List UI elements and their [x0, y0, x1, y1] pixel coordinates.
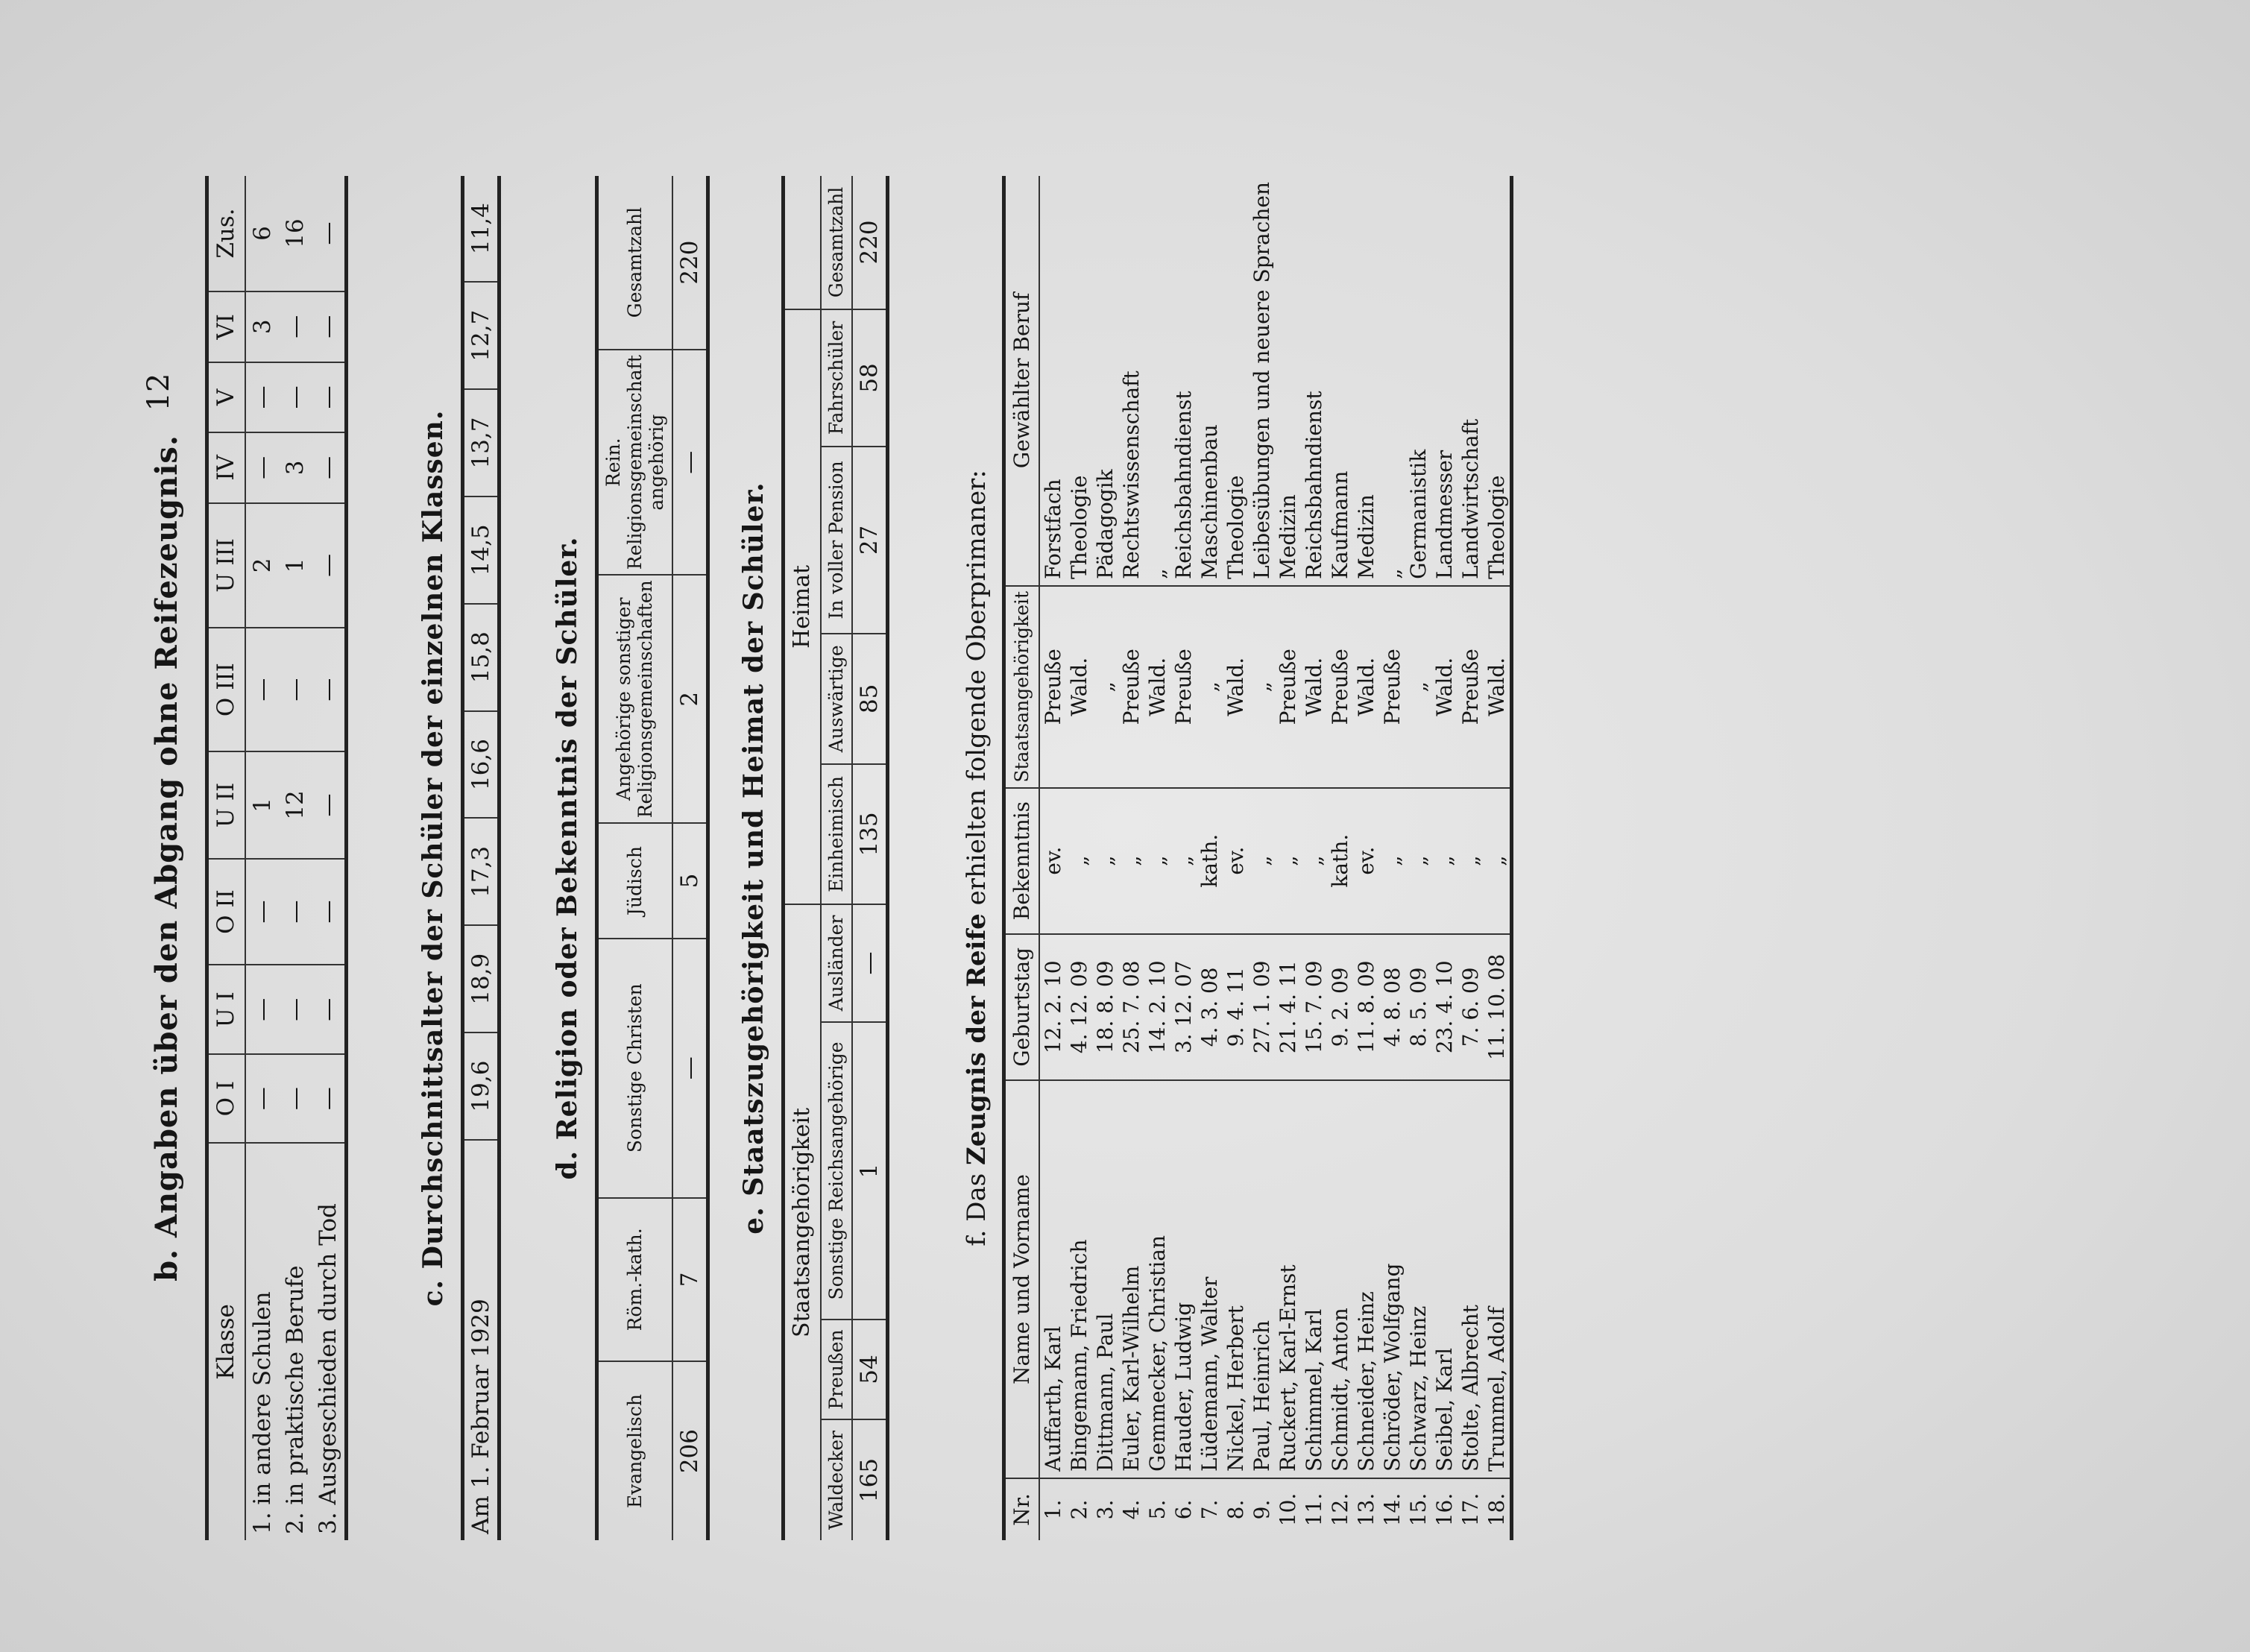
table-cell: 7. 6. 09 — [1458, 934, 1484, 1080]
col-header: V — [207, 362, 245, 433]
table-cell: — — [245, 362, 279, 433]
table-cell: Preuße — [1039, 586, 1066, 788]
table-cell: 2 — [672, 575, 708, 823]
table-cell: Wald. — [1431, 586, 1458, 788]
table-cell: Reichsbahndienst — [1170, 176, 1197, 586]
table-row — [1327, 176, 1353, 1540]
col-header: O I — [207, 1054, 245, 1143]
table-cell: 15. 7. 09 — [1301, 934, 1327, 1080]
table-cell: 1 — [279, 503, 312, 628]
col-header: Bekenntnis — [1004, 788, 1040, 934]
table-cell: 10. — [1276, 1492, 1301, 1527]
table-cell: Theologie — [1223, 176, 1249, 586]
table-cell: Stolte, Albrecht — [1458, 1080, 1484, 1478]
table-cell: — — [672, 350, 708, 575]
table-cell: Schmidt, Anton — [1327, 1080, 1353, 1478]
section-d-header-row — [597, 176, 673, 1540]
table-cell: 135 — [852, 764, 888, 904]
table-cell: 18. 8. 09 — [1092, 934, 1118, 1080]
table-cell: 220 — [852, 176, 888, 309]
section-d-table — [595, 176, 710, 1540]
table-cell: — — [312, 362, 347, 433]
table-cell: 12 — [279, 751, 312, 859]
table-cell: 9. 4. 11 — [1223, 934, 1249, 1080]
col-header: U III — [207, 503, 245, 628]
section-c — [417, 176, 501, 1540]
table-row — [463, 176, 500, 1540]
col-header: O II — [207, 859, 245, 965]
col-header: Waldecker — [825, 1431, 847, 1530]
table-cell: Euler, Karl-Wilhelm — [1118, 1080, 1144, 1478]
table-cell: Wald. — [1353, 586, 1379, 788]
table-row — [1379, 176, 1405, 1540]
table-cell: 4. 3. 08 — [1197, 934, 1223, 1080]
table-cell: Wald. — [1223, 586, 1249, 788]
table-cell: „ — [1431, 788, 1458, 934]
table-row — [1170, 176, 1197, 1540]
col-header: O III — [207, 628, 245, 751]
col-header: Auswärtige — [821, 634, 853, 764]
table-cell: 15,8 — [463, 604, 500, 711]
table-cell: 12. 2. 10 — [1039, 934, 1066, 1080]
table-row — [1275, 176, 1301, 1540]
table-cell: Reichsbahndienst — [1301, 176, 1327, 586]
table-cell: Schröder, Wolfgang — [1379, 1080, 1405, 1478]
table-cell: Auffarth, Karl — [1039, 1080, 1066, 1478]
table-cell: — — [312, 859, 347, 965]
table-cell: Dittmann, Paul — [1092, 1080, 1118, 1478]
table-cell: „ — [1249, 788, 1275, 934]
table-cell: „ — [1301, 788, 1327, 934]
table-cell: Bingemann, Friedrich — [1066, 1080, 1092, 1478]
table-cell: 16 — [279, 176, 312, 291]
table-cell: kath. — [1197, 788, 1223, 934]
table-cell: 7. — [1197, 1499, 1223, 1520]
table-cell: 16,6 — [463, 711, 500, 819]
table-cell: Trummel, Adolf — [1484, 1080, 1512, 1478]
table-row — [1405, 176, 1431, 1540]
table-cell: „ — [1484, 788, 1512, 934]
table-cell: 220 — [672, 176, 708, 350]
table-cell: — — [312, 1054, 347, 1143]
col-header: Gewählter Beruf — [1004, 176, 1040, 586]
table-cell: „ — [1144, 176, 1170, 586]
table-cell: Ruckert, Karl-Ernst — [1275, 1080, 1301, 1478]
table-cell: 27. 1. 09 — [1249, 934, 1275, 1080]
table-row — [1301, 176, 1327, 1540]
group-header: Heimat — [784, 309, 821, 904]
table-cell: Landmesser — [1431, 176, 1458, 586]
col-header: Preußen — [821, 1320, 853, 1419]
table-row — [1484, 176, 1512, 1540]
table-cell: 3 — [245, 291, 279, 362]
table-cell: Preuße — [1118, 586, 1144, 788]
table-cell: Preuße — [1327, 586, 1353, 788]
table-cell: Preuße — [1170, 586, 1197, 788]
table-cell: — — [279, 362, 312, 433]
table-cell: Preuße — [1275, 586, 1301, 788]
table-cell: — — [312, 503, 347, 628]
col-header: Sonstige Reichsangehörige — [821, 1022, 853, 1320]
table-cell: — — [312, 628, 347, 751]
table-cell: 9. — [1250, 1499, 1275, 1520]
table-cell: Wald. — [1301, 586, 1327, 788]
table-cell: 4. 8. 08 — [1379, 934, 1405, 1080]
table-cell: 1 — [245, 751, 279, 859]
table-cell: Nickel, Herbert — [1223, 1080, 1249, 1478]
table-cell: 13. — [1354, 1492, 1379, 1527]
table-cell: 3. 12. 07 — [1170, 934, 1197, 1080]
table-row — [1144, 176, 1170, 1540]
table-cell: — — [852, 904, 888, 1022]
table-row — [1197, 176, 1223, 1540]
table-cell: 85 — [852, 634, 888, 764]
section-e-header-row — [821, 176, 853, 1540]
table-cell: Schwarz, Heinz — [1405, 1080, 1431, 1478]
section-b-table — [205, 176, 348, 1540]
table-row — [245, 176, 279, 1540]
table-row — [1353, 176, 1379, 1540]
oberprimaner-list — [1039, 176, 1512, 1540]
col-header: Jüdisch — [597, 823, 673, 939]
section-b-header-row — [207, 176, 245, 1540]
col-header: Gesamtzahl — [821, 176, 853, 309]
table-row — [1118, 176, 1144, 1540]
table-cell: Wald. — [1066, 586, 1092, 788]
table-cell: — — [245, 628, 279, 751]
table-cell: 1. — [1041, 1499, 1066, 1520]
table-cell: „ — [1066, 788, 1092, 934]
table-cell: 18. — [1484, 1492, 1510, 1527]
table-cell: 11,4 — [463, 176, 500, 282]
section-e-table — [781, 176, 889, 1540]
col-header: Ausländer — [821, 904, 853, 1022]
table-cell: Schneider, Heinz — [1353, 1080, 1379, 1478]
table-cell: 7 — [672, 1198, 708, 1362]
table-row — [1066, 176, 1092, 1540]
table-cell: 14. 2. 10 — [1144, 934, 1170, 1080]
section-d-heading: d. Religion oder Bekenntnis der Schüler. — [552, 536, 583, 1180]
table-cell: 14,5 — [463, 496, 500, 604]
table-cell: 6. — [1171, 1499, 1197, 1520]
table-cell: „ — [1197, 586, 1223, 788]
page-number: 12 — [142, 373, 176, 412]
section-e-group-row — [784, 176, 821, 1540]
table-cell: 5 — [672, 823, 708, 939]
table-row — [1092, 176, 1118, 1540]
table-cell: — — [245, 859, 279, 965]
table-cell: — — [245, 1054, 279, 1143]
table-cell: 27 — [852, 447, 888, 634]
section-c-heading: c. Durchschnittsalter der Schüler der einzelnen Klassen. — [417, 409, 449, 1307]
spacer — [784, 176, 821, 309]
col-header: Staatsangehörigkeit — [1004, 586, 1040, 788]
table-cell: 6 — [245, 176, 279, 291]
table-cell: Preuße — [1379, 586, 1405, 788]
section-d — [552, 176, 710, 1540]
table-cell: „ — [1092, 586, 1118, 788]
table-cell: Leibesübungen und neuere Sprachen — [1249, 176, 1275, 586]
table-cell: „ — [1275, 788, 1301, 934]
table-cell: Hauder, Ludwig — [1170, 1080, 1197, 1478]
table-cell: — — [312, 965, 347, 1054]
table-row — [672, 176, 708, 1540]
table-row — [1431, 176, 1458, 1540]
table-cell: 5. — [1145, 1499, 1170, 1520]
table-cell: — — [245, 432, 279, 503]
col-header: Zus. — [207, 176, 245, 291]
table-row — [312, 176, 347, 1540]
table-cell: — — [672, 939, 708, 1198]
table-row — [852, 176, 888, 1540]
group-header: Staatsangehörigkeit — [789, 1107, 815, 1338]
table-cell: Pädagogik — [1092, 176, 1118, 586]
table-cell: — — [279, 1054, 312, 1143]
table-cell: 11. 10. 08 — [1484, 934, 1512, 1080]
table-cell: Theologie — [1484, 176, 1512, 586]
table-cell: 19,6 — [463, 1032, 500, 1140]
table-cell: ev. — [1353, 788, 1379, 934]
table-cell: 4. 12. 09 — [1066, 934, 1092, 1080]
table-cell: kath. — [1327, 788, 1353, 934]
table-cell: Paul, Heinrich — [1249, 1080, 1275, 1478]
section-f-rest: erhielten folgende Oberprimaner: — [962, 470, 992, 906]
table-cell: Medizin — [1275, 176, 1301, 586]
table-row — [1223, 176, 1249, 1540]
table-cell: 8. 5. 09 — [1405, 934, 1431, 1080]
table-cell: „ — [1092, 788, 1118, 934]
table-cell: 3 — [279, 432, 312, 503]
table-cell: Wald. — [1144, 586, 1170, 788]
table-cell: — — [245, 965, 279, 1054]
table-cell: 17,3 — [463, 818, 500, 925]
table-row — [1039, 176, 1066, 1540]
table-cell: 8. — [1223, 1499, 1249, 1520]
section-c-table — [461, 176, 501, 1540]
table-cell: 23. 4. 10 — [1431, 934, 1458, 1080]
table-cell: „ — [1144, 788, 1170, 934]
col-header: Fahrschüler — [821, 309, 853, 447]
table-cell: — — [279, 628, 312, 751]
section-b — [149, 176, 348, 1540]
table-row — [279, 176, 312, 1540]
col-header: Einheimisch — [821, 764, 853, 904]
col-header: U II — [207, 751, 245, 859]
table-cell: Seibel, Karl — [1431, 1080, 1458, 1478]
col-header: In voller Pension — [821, 447, 853, 634]
section-f-header-row — [1004, 176, 1040, 1540]
col-header: IV — [207, 432, 245, 503]
table-cell: 17. — [1458, 1492, 1484, 1527]
table-cell: — — [312, 751, 347, 859]
table-cell: — — [312, 176, 347, 291]
table-cell: „ — [1170, 788, 1197, 934]
section-f — [962, 176, 1513, 1540]
table-cell: ev. — [1039, 788, 1066, 934]
table-cell: „ — [1405, 586, 1431, 788]
table-cell: Forstfach — [1039, 176, 1066, 586]
table-cell: „ — [1249, 586, 1275, 788]
section-e-heading: e. Staatszugehörigkeit und Heimat der Schüler. — [738, 482, 769, 1235]
table-cell: 206 — [676, 1429, 704, 1474]
col-header: Evangelisch — [623, 1394, 646, 1509]
col-header: Name und Vorname — [1004, 1080, 1040, 1478]
table-cell: 9. 2. 09 — [1327, 934, 1353, 1080]
table-cell: Theologie — [1066, 176, 1092, 586]
col-header: Rein. Religionsgemeinschaft angehörig — [597, 350, 673, 575]
section-e — [738, 176, 889, 1540]
table-cell: 165 — [856, 1458, 883, 1503]
table-cell: 14. — [1380, 1492, 1405, 1527]
col-header: Geburtstag — [1004, 934, 1040, 1080]
table-cell: Kaufmann — [1327, 176, 1353, 586]
col-header: Röm.-kath. — [597, 1198, 673, 1362]
table-cell: „ — [1405, 788, 1431, 934]
section-f-bold: Zeugnis der Reife — [962, 913, 992, 1165]
table-cell: Maschinenbau — [1197, 176, 1223, 586]
section-f-label: f. Das — [962, 1173, 992, 1246]
table-cell: 54 — [852, 1320, 888, 1419]
table-row — [1249, 176, 1275, 1540]
table-cell: 4. — [1119, 1499, 1144, 1520]
table-cell: Germanistik — [1405, 176, 1431, 586]
table-cell: 11. 8. 09 — [1353, 934, 1379, 1080]
table-cell: Preuße — [1458, 586, 1484, 788]
table-cell: — — [312, 432, 347, 503]
table-cell: Lüdemann, Walter — [1197, 1080, 1223, 1478]
table-cell: 58 — [852, 309, 888, 447]
table-cell: 3. — [1093, 1499, 1118, 1520]
col-header: Sonstige Christen — [597, 939, 673, 1198]
table-cell: 1 — [852, 1022, 888, 1320]
table-cell: 25. 7. 08 — [1118, 934, 1144, 1080]
col-header: Nr. — [1009, 1493, 1034, 1526]
table-cell: Schimmel, Karl — [1301, 1080, 1327, 1478]
table-cell: Landwirtschaft — [1458, 176, 1484, 586]
table-cell: 16. — [1432, 1492, 1458, 1527]
table-cell: 12. — [1328, 1492, 1353, 1527]
section-b-heading: b. Angaben über den Abgang ohne Reifezeugnis. — [149, 435, 184, 1281]
table-cell: — — [279, 859, 312, 965]
col-header: U I — [207, 965, 245, 1054]
table-cell: 15. — [1406, 1492, 1431, 1527]
section-f-table — [1002, 176, 1513, 1540]
col-header: Angehörige sonstiger Religionsgemeinschaften — [597, 575, 673, 823]
section-f-heading — [962, 176, 992, 1540]
table-cell: 1. in andere Schulen — [248, 1291, 276, 1534]
col-header: VI — [207, 291, 245, 362]
table-cell: Medizin — [1353, 176, 1379, 586]
table-cell: Am 1. Februar 1929 — [467, 1299, 494, 1534]
table-cell: Rechtswissenschaft — [1118, 176, 1144, 586]
table-cell: „ — [1458, 788, 1484, 934]
table-cell: — — [279, 965, 312, 1054]
table-cell: „ — [1379, 788, 1405, 934]
table-cell: 3. Ausgeschieden durch Tod — [314, 1203, 341, 1534]
table-cell: 21. 4. 11 — [1275, 934, 1301, 1080]
col-header: Klasse — [212, 1304, 239, 1380]
table-cell: „ — [1118, 788, 1144, 934]
table-cell: 2 — [245, 503, 279, 628]
table-cell: — — [279, 291, 312, 362]
table-cell: „ — [1379, 176, 1405, 586]
table-cell: 2. — [1067, 1499, 1092, 1520]
table-cell: 11. — [1302, 1492, 1327, 1527]
table-cell: 2. in praktische Berufe — [281, 1265, 309, 1534]
table-row — [1458, 176, 1484, 1540]
table-cell: Gemmecker, Christian — [1144, 1080, 1170, 1478]
table-cell: 18,9 — [463, 925, 500, 1032]
table-cell: ev. — [1223, 788, 1249, 934]
col-header: Gesamtzahl — [597, 176, 673, 350]
table-cell: 13,7 — [463, 389, 500, 496]
table-cell: 12,7 — [463, 282, 500, 389]
table-cell: Wald. — [1484, 586, 1512, 788]
table-cell: — — [312, 291, 347, 362]
